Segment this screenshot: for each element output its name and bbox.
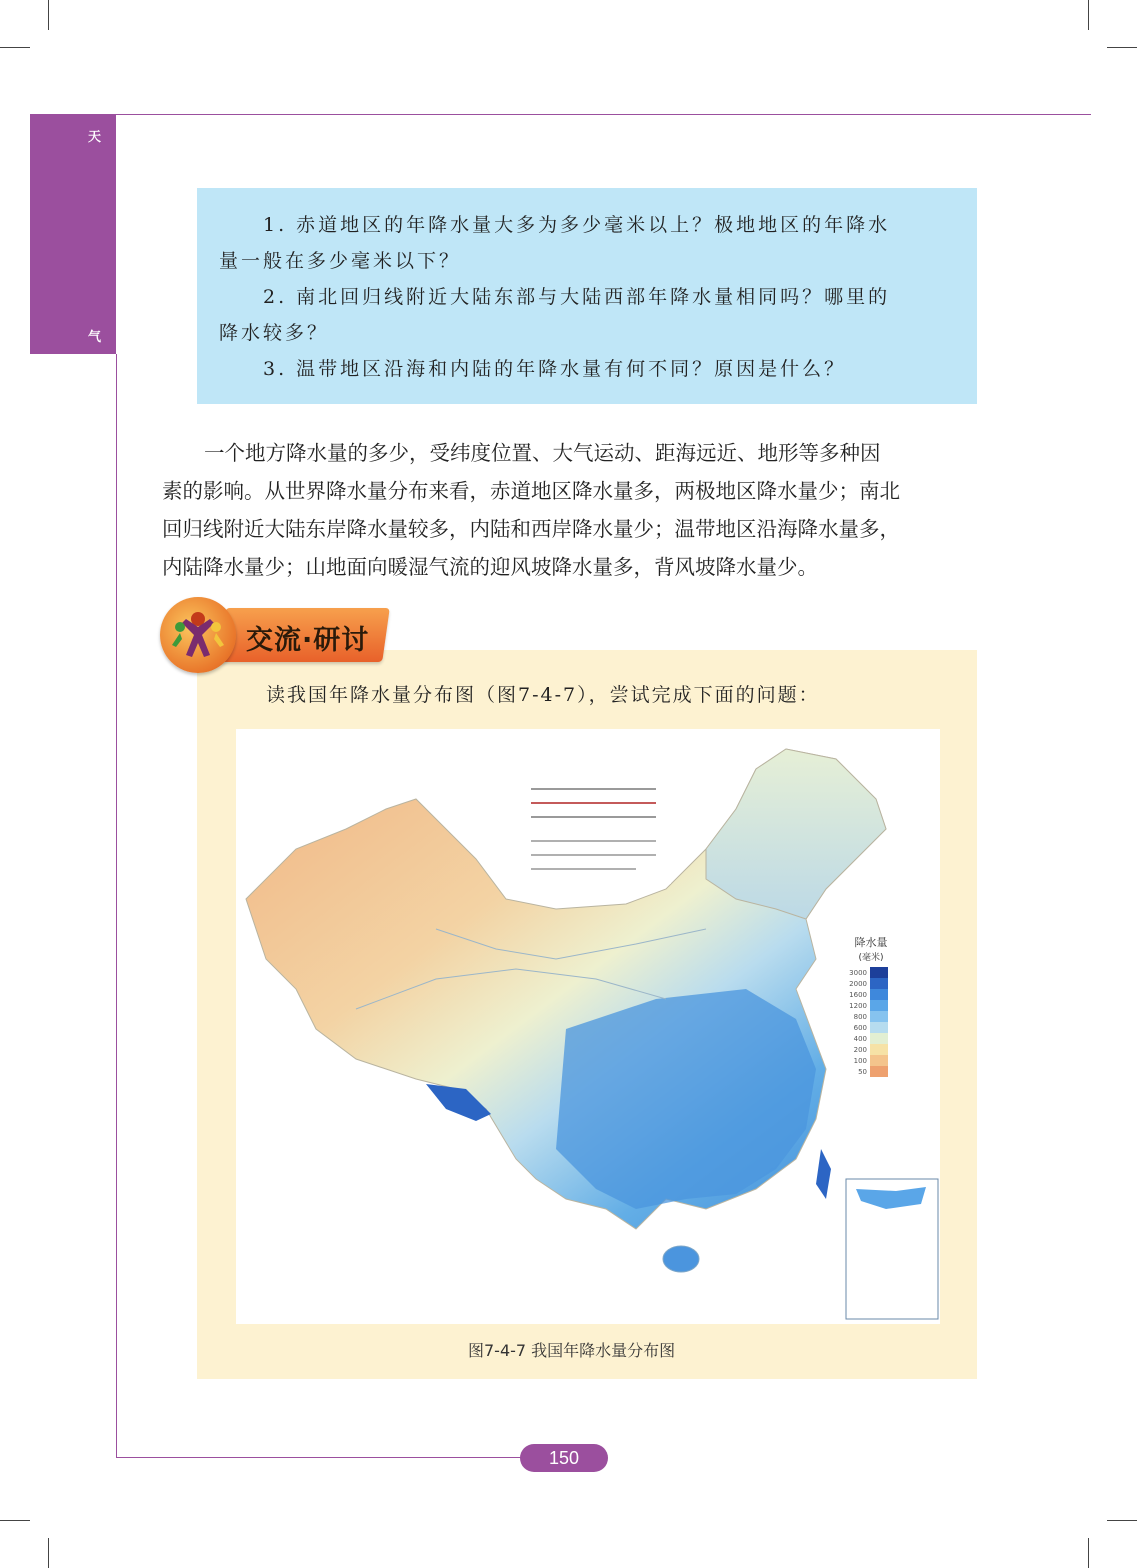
crop-mark bbox=[1088, 1538, 1089, 1568]
legend-row bbox=[841, 1033, 901, 1044]
crop-mark bbox=[48, 0, 49, 30]
legend-value: 100 bbox=[853, 1056, 867, 1065]
legend-value: 400 bbox=[853, 1034, 867, 1043]
legend-scale bbox=[841, 967, 901, 1077]
legend-swatch bbox=[870, 989, 888, 1000]
body-paragraph-line-1: 一个地方降水量的多少，受纬度位置、大气运动、距海远近、地形等多种因 bbox=[204, 441, 881, 465]
question-1-line-2: 量一般在多少毫米以下？ bbox=[219, 250, 462, 272]
question-1-line-1: 1. 赤道地区的年降水量大多为多少毫米以上？极地地区的年降水 bbox=[263, 214, 891, 236]
legend-row bbox=[841, 1000, 901, 1011]
top-rule bbox=[116, 114, 1091, 115]
legend-row bbox=[841, 967, 901, 978]
legend-row bbox=[841, 1044, 901, 1055]
legend-swatch bbox=[870, 1066, 888, 1077]
legend-swatch bbox=[870, 967, 888, 978]
body-paragraph-line-2: 素的影响。从世界降水量分布来看，赤道地区降水量多，两极地区降水量少；南北 bbox=[162, 479, 900, 503]
side-tab-char-bottom: 气 bbox=[88, 330, 102, 345]
side-tab-char-top: 天 bbox=[88, 130, 102, 145]
legend-row bbox=[841, 989, 901, 1000]
legend-row bbox=[841, 978, 901, 989]
legend-title: 降水量 bbox=[854, 936, 888, 949]
question-2-line-2: 降水较多？ bbox=[219, 322, 330, 344]
discussion-badge bbox=[160, 597, 236, 673]
people-icon bbox=[160, 597, 236, 673]
legend-row bbox=[841, 1066, 901, 1077]
legend-row bbox=[841, 1055, 901, 1066]
crop-mark bbox=[1107, 47, 1137, 48]
legend-value: 1200 bbox=[849, 1001, 867, 1010]
legend-value: 1600 bbox=[849, 990, 867, 999]
crop-mark bbox=[1088, 0, 1089, 30]
question-box bbox=[197, 188, 977, 404]
discussion-title: 交流·研讨 bbox=[246, 625, 370, 656]
legend-swatch bbox=[870, 1011, 888, 1022]
crop-mark bbox=[0, 47, 30, 48]
legend-swatch bbox=[870, 1044, 888, 1055]
page-number: 150 bbox=[520, 1444, 608, 1472]
legend-value: 50 bbox=[858, 1067, 867, 1076]
china-precipitation-map-image bbox=[236, 729, 940, 1324]
legend-unit: (毫米) bbox=[858, 953, 884, 963]
body-paragraph-line-4: 内陆降水量少；山地面向暖湿气流的迎风坡降水量多，背风坡降水量少。 bbox=[162, 555, 818, 579]
map-legend bbox=[841, 934, 901, 1077]
chapter-side-tab bbox=[30, 114, 116, 354]
legend-swatch bbox=[870, 1000, 888, 1011]
bottom-rule bbox=[116, 1457, 530, 1458]
crop-mark bbox=[48, 1538, 49, 1568]
legend-swatch bbox=[870, 978, 888, 989]
left-rule bbox=[116, 354, 117, 1457]
legend-value: 2000 bbox=[849, 979, 867, 988]
body-paragraph-line-3: 回归线附近大陆东岸降水量较多，内陆和西岸降水量少；温带地区沿海降水量多， bbox=[162, 517, 900, 541]
legend-value: 200 bbox=[853, 1045, 867, 1054]
figure-caption: 图7-4-7 我国年降水量分布图 bbox=[468, 1341, 676, 1360]
crop-mark bbox=[1107, 1520, 1137, 1521]
legend-swatch bbox=[870, 1033, 888, 1044]
legend-row bbox=[841, 1011, 901, 1022]
legend-swatch bbox=[870, 1055, 888, 1066]
precipitation-map bbox=[236, 729, 940, 1324]
discussion-intro: 读我国年降水量分布图（图7-4-7），尝试完成下面的问题： bbox=[266, 684, 820, 706]
legend-value: 3000 bbox=[849, 968, 867, 977]
question-2-line-1: 2. 南北回归线附近大陆东部与大陆西部年降水量相同吗？哪里的 bbox=[263, 286, 891, 308]
crop-mark bbox=[0, 1520, 30, 1521]
legend-value: 600 bbox=[853, 1023, 867, 1032]
question-3-line-1: 3. 温带地区沿海和内陆的年降水量有何不同？原因是什么？ bbox=[263, 358, 847, 380]
legend-swatch bbox=[870, 1022, 888, 1033]
legend-value: 800 bbox=[853, 1012, 867, 1021]
legend-row bbox=[841, 1022, 901, 1033]
